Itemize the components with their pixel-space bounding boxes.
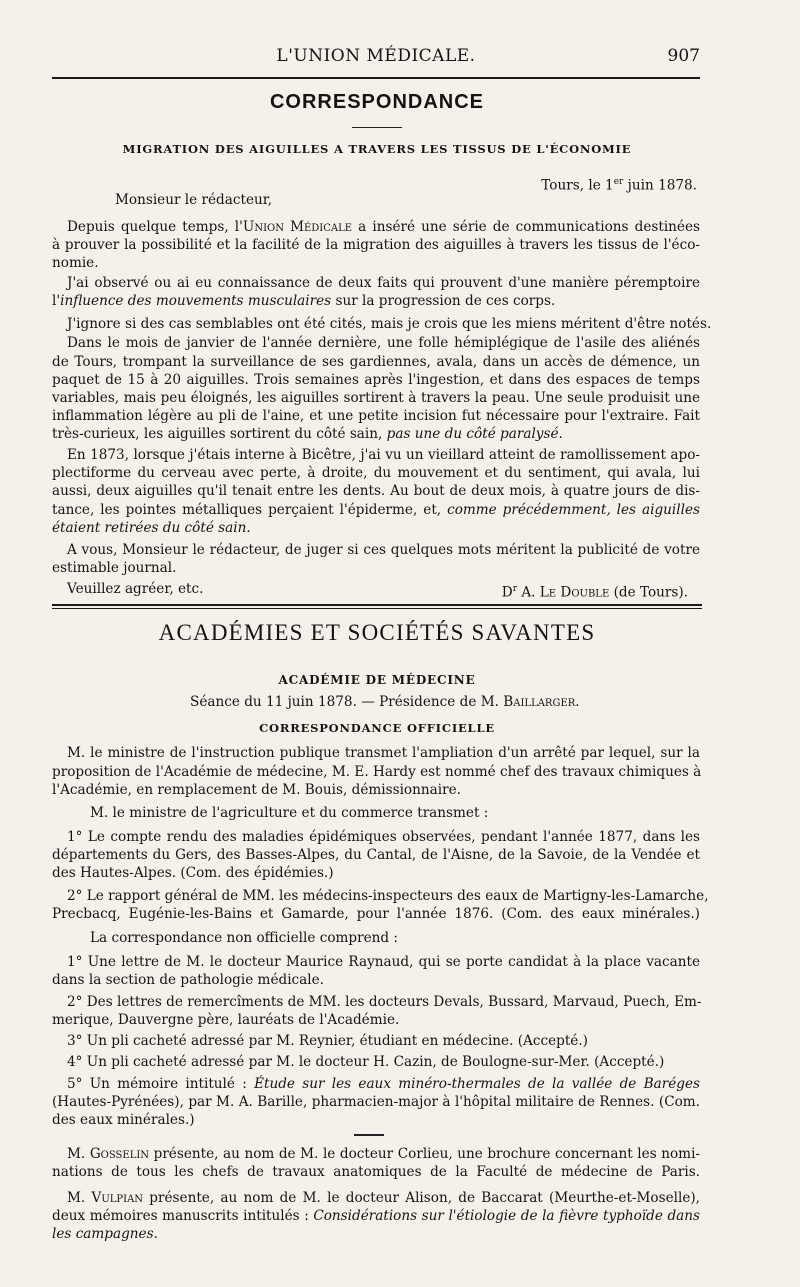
academy-line: 5° Un mémoire intitulé : Étude sur les eaux minéro-thermales de la vallée de Baréges: [67, 1076, 700, 1092]
academy-line: dans la section de pathologie médicale.: [52, 972, 324, 988]
academy-line: 2° Des lettres de remercîments de MM. les docteurs Devals, Bussard, Marvaud, Puech, Em-: [67, 994, 702, 1010]
seance-line: Séance du 11 juin 1878. — Présidence de M. Baillarger.: [190, 694, 580, 710]
academy-line: La correspondance non officielle comprend :: [90, 930, 399, 946]
section-title-academies: ACADÉMIES ET SOCIÉTÉS SAVANTES: [158, 620, 596, 645]
academy-line: départements du Gers, des Basses-Alpes, du Cantal, de l'Aisne, de la Savoie, de la Vendée et: [52, 847, 700, 863]
letter-line: En 1873, lorsque j'étais interne à Bicêtre, j'ai vu un vieillard atteint de ramollissement apo-: [67, 447, 700, 463]
academy-line: des Hautes-Alpes. (Com. des épidémies.): [52, 865, 334, 881]
letter-line: inflammation légère au pli de l'aine, et une petite incision fut nécessaire pour l'extraire. Fait: [52, 408, 700, 424]
letter-line: estimable journal.: [52, 560, 177, 576]
letter-line: aussi, deux aiguilles qu'il tenait entre les dents. Au bout de deux mois, à quatre jours de dis-: [52, 483, 700, 499]
letter-line: à prouver la possibilité et la facilité de la migration des aiguilles à travers les tissus de l'éco-: [52, 237, 700, 253]
academy-line: nations de tous les chefs de travaux anatomiques de la Faculté de médecine de Paris.: [52, 1164, 700, 1180]
academy-line: deux mémoires manuscrits intitulés : Considérations sur l'étiologie de la fièvre typhoïde dans: [52, 1208, 700, 1224]
academy-line: proposition de l'Académie de médecine, M. E. Hardy est nommé chef des travaux chimiques à: [52, 764, 702, 780]
letter-line: de Tours, trompant la surveillance de ses gardiennes, avala, dans un accès de démence, un: [52, 354, 700, 370]
section-divider: [52, 604, 702, 609]
short-divider: [352, 127, 402, 128]
letter-date: Tours, le 1er juin 1878.: [541, 177, 697, 194]
page-number: 907: [667, 46, 700, 66]
academy-line: 4° Un pli cacheté adressé par M. le docteur H. Cazin, de Boulogne-sur-Mer. (Accepté.): [67, 1054, 665, 1070]
letter-line: Depuis quelque temps, l'Union Médicale a inséré une série de communications destinées: [67, 219, 700, 235]
academy-line: M. Gosselin présente, au nom de M. le docteur Corlieu, une brochure concernant les nomi-: [67, 1146, 701, 1162]
academy-line: des eaux minérales.): [52, 1112, 195, 1128]
official-subhead: CORRESPONDANCE OFFICIELLE: [259, 721, 495, 735]
academy-line: Precbacq, Eugénie-les-Bains et Gamarde, pour l'année 1876. (Com. des eaux minérales.): [52, 906, 700, 922]
letter-line: très-curieux, les aiguilles sortirent du côté sain, pas une du côté paralysé.: [52, 426, 563, 442]
header-rule: [52, 77, 700, 79]
academy-line: les campagnes.: [52, 1226, 158, 1242]
section-title-correspondance: CORRESPONDANCE: [269, 91, 485, 113]
academy-line: (Hautes-Pyrénées), par M. A. Barille, pharmacien-major à l'hôpital militaire de Rennes. (Com.: [52, 1094, 700, 1110]
academy-line: 1° Une lettre de M. le docteur Maurice Raynaud, qui se porte candidat à la place vacante: [67, 954, 700, 970]
letter-salutation: Monsieur le rédacteur,: [115, 192, 273, 208]
academy-subtitle: ACADÉMIE DE MÉDECINE: [278, 673, 476, 687]
academy-line: 2° Le rapport général de MM. les médecins-inspecteurs des eaux de Martigny-les-Lamarche,: [67, 888, 709, 904]
page-header: [52, 44, 700, 74]
running-title: L'UNION MÉDICALE.: [276, 46, 476, 66]
academy-line: M. le ministre de l'instruction publique transmet l'ampliation d'un arrêté par lequel, sur la: [67, 745, 700, 761]
letter-line: nomie.: [52, 255, 99, 271]
letter-closing: Veuillez agréer, etc.: [67, 581, 204, 597]
academy-line: merique, Dauvergne père, lauréats de l'Académie.: [52, 1012, 400, 1028]
letter-line: A vous, Monsieur le rédacteur, de juger si ces quelques mots méritent la publicité de votre: [67, 542, 700, 558]
letter-line: J'ignore si des cas semblables ont été cités, mais je crois que les miens méritent d'être notés.: [67, 316, 712, 332]
letter-line: Dans le mois de janvier de l'année dernière, une folle hémiplégique de l'asile des aliénés: [67, 335, 700, 351]
academy-line: 3° Un pli cacheté adressé par M. Reynier, étudiant en médecine. (Accepté.): [67, 1033, 588, 1049]
letter-line: paquet de 15 à 20 aiguilles. Trois semaines après l'ingestion, et dans des espaces de temps: [52, 372, 700, 388]
article-subtitle: MIGRATION DES AIGUILLES A TRAVERS LES TISSUS DE L'ÉCONOMIE: [122, 142, 632, 156]
letter-line: tance, les pointes métalliques perçaient l'épiderme, et, comme précédemment, les aiguilles: [52, 502, 700, 518]
letter-line: J'ai observé ou ai eu connaissance de deux faits qui prouvent d'une manière péremptoire: [67, 275, 700, 291]
letter-signature: $D^r$ A. Le Double (de Tours).: [501, 584, 688, 601]
academy-line: M. le ministre de l'agriculture et du commerce transmet :: [90, 805, 489, 821]
short-divider: [354, 1134, 384, 1136]
letter-line: plectiforme du cerveau avec perte, à droite, du mouvement et du sentiment, qui avala, lui: [52, 465, 700, 481]
academy-line: l'Académie, en remplacement de M. Bouis, démissionnaire.: [52, 782, 461, 798]
letter-line: étaient retirées du côté sain.: [52, 520, 251, 536]
letter-line: l'influence des mouvements musculaires sur la progression de ces corps.: [52, 293, 556, 309]
academy-line: 1° Le compte rendu des maladies épidémiques observées, pendant l'année 1877, dans les: [67, 829, 700, 845]
academy-line: M. Vulpian présente, au nom de M. le docteur Alison, de Baccarat (Meurthe-et-Moselle),: [67, 1190, 700, 1206]
letter-line: variables, mais peu éloignés, les aiguilles sortirent à travers la peau. Une seule produisit une: [52, 390, 700, 406]
